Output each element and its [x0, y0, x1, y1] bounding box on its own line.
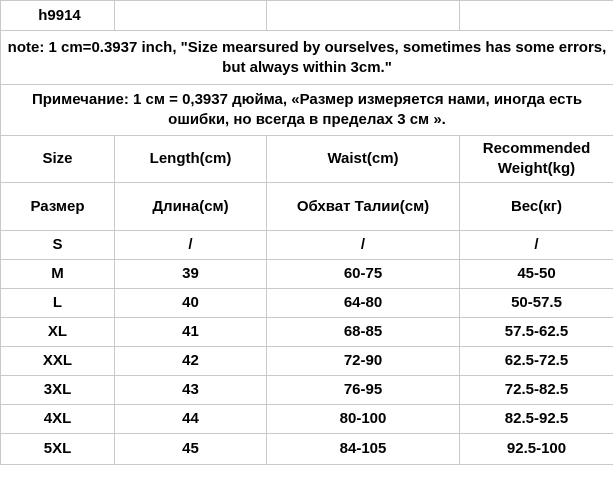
weight-cell: 57.5-62.5 [460, 318, 613, 347]
header-length-ru: Длина(см) [115, 183, 267, 231]
empty-cell [115, 1, 267, 31]
header-row-english [1, 136, 613, 183]
table-row [1, 376, 613, 405]
table-row [1, 347, 613, 376]
product-code-row [1, 1, 613, 31]
length-cell: 43 [115, 376, 267, 405]
empty-cell [460, 1, 613, 31]
length-cell: 44 [115, 405, 267, 434]
size-cell: L [1, 289, 115, 318]
weight-cell: 72.5-82.5 [460, 376, 613, 405]
note-russian-row [1, 85, 613, 136]
length-cell: 42 [115, 347, 267, 376]
header-waist: Waist(cm) [267, 136, 460, 183]
length-cell: 39 [115, 260, 267, 289]
note-english: note: 1 cm=0.3937 inch, "Size mearsured by ourselves, sometimes has some errors, but always within 3cm." [1, 31, 613, 85]
waist-cell: 60-75 [267, 260, 460, 289]
waist-cell: 84-105 [267, 434, 460, 465]
table-row [1, 231, 613, 260]
waist-cell: 64-80 [267, 289, 460, 318]
waist-cell: 80-100 [267, 405, 460, 434]
header-size: Size [1, 136, 115, 183]
waist-cell: / [267, 231, 460, 260]
waist-cell: 72-90 [267, 347, 460, 376]
header-length: Length(cm) [115, 136, 267, 183]
header-weight-ru: Вес(кг) [460, 183, 613, 231]
size-cell: S [1, 231, 115, 260]
length-cell: 40 [115, 289, 267, 318]
size-cell: 5XL [1, 434, 115, 465]
size-cell: XXL [1, 347, 115, 376]
table-row [1, 405, 613, 434]
length-cell: 41 [115, 318, 267, 347]
weight-cell: 62.5-72.5 [460, 347, 613, 376]
size-cell: XL [1, 318, 115, 347]
waist-cell: 76-95 [267, 376, 460, 405]
note-english-row [1, 31, 613, 85]
table-row [1, 289, 613, 318]
header-size-ru: Размер [1, 183, 115, 231]
table-row [1, 260, 613, 289]
length-cell: / [115, 231, 267, 260]
empty-cell [267, 1, 460, 31]
header-weight: Recommended Weight(kg) [460, 136, 613, 183]
header-row-russian [1, 183, 613, 231]
waist-cell: 68-85 [267, 318, 460, 347]
note-russian: Примечание: 1 см = 0,3937 дюйма, «Размер измеряется нами, иногда есть ошибки, но всегда в пределах 3 см ». [1, 85, 613, 136]
size-cell: 4XL [1, 405, 115, 434]
product-code: h9914 [1, 1, 115, 31]
size-cell: M [1, 260, 115, 289]
header-waist-ru: Обхват Талии(см) [267, 183, 460, 231]
length-cell: 45 [115, 434, 267, 465]
weight-cell: 82.5-92.5 [460, 405, 613, 434]
table-row [1, 318, 613, 347]
weight-cell: 50-57.5 [460, 289, 613, 318]
weight-cell: 92.5-100 [460, 434, 613, 465]
size-cell: 3XL [1, 376, 115, 405]
weight-cell: 45-50 [460, 260, 613, 289]
table-row [1, 434, 613, 465]
weight-cell: / [460, 231, 613, 260]
